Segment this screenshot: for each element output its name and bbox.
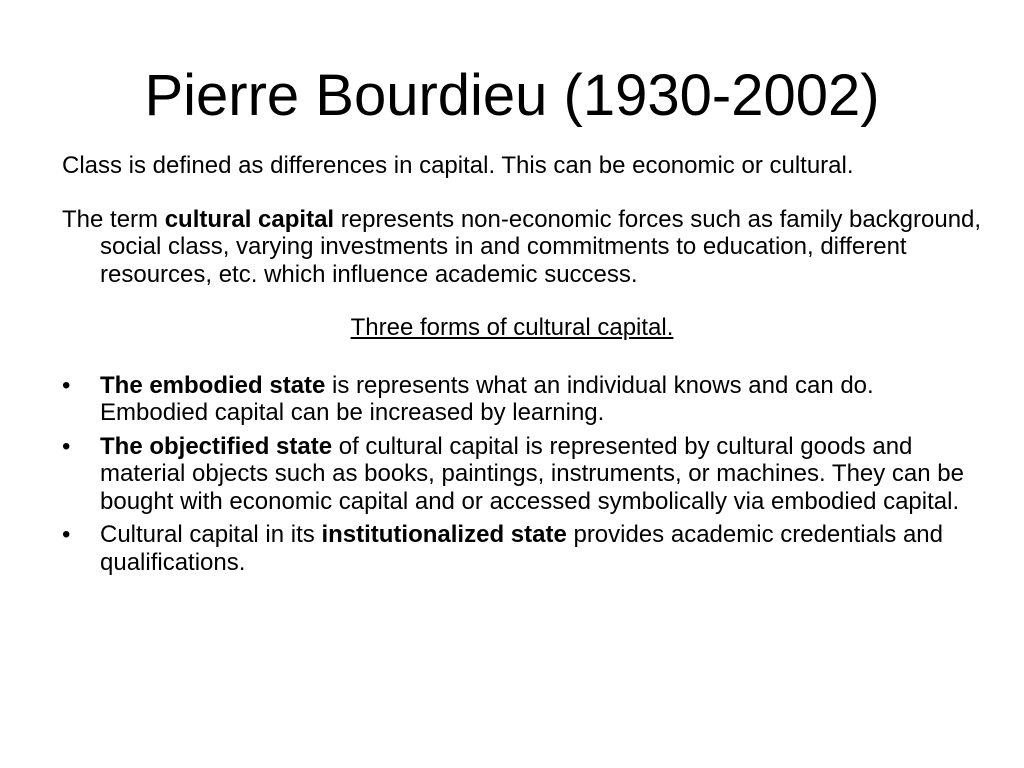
bullet-text-suffix: of cultural capital is represented by cultural goods and material objects such as books, paintings, instruments, or machines. They can be bought with economic capital and or accessed symbolically via embodied capital. [100, 432, 964, 515]
bullet-text-suffix: is represents what an individual knows and can do. Embodied capital can be increased by learning. [100, 371, 874, 426]
bullet-embodied-state [62, 372, 982, 427]
bullet-icon: • [62, 521, 71, 548]
paragraph-text-prefix: The term [62, 205, 165, 233]
bullet-icon: • [62, 371, 71, 399]
paragraph-cultural-capital-definition [62, 206, 982, 289]
slide-body [62, 152, 982, 582]
bullet-text-suffix: provides academic credentials and qualifications. [100, 521, 944, 576]
forms-bullet-list [62, 372, 982, 577]
bullet-text-prefix: Cultural capital in its [100, 521, 322, 548]
bullet-objectified-state [62, 433, 982, 516]
paragraph-text-suffix: represents non-economic forces such as family background, social class, varying investments in and commitments to education, different resources, etc. which influence academic success. [100, 205, 982, 288]
bullet-institutionalized-state [62, 521, 982, 576]
slide-title: Pierre Bourdieu (1930-2002) [144, 63, 880, 128]
subheading-three-forms: Three forms of cultural capital. [350, 314, 674, 341]
bullet-term: institutionalized state [321, 521, 567, 548]
bullet-icon: • [62, 432, 71, 460]
term-cultural-capital: cultural capital [164, 205, 335, 233]
paragraph-class-definition: Class is defined as differences in capital. This can be economic or cultural. [62, 152, 854, 179]
bullet-term: The embodied state [100, 371, 326, 399]
bullet-term: The objectified state [100, 432, 333, 460]
